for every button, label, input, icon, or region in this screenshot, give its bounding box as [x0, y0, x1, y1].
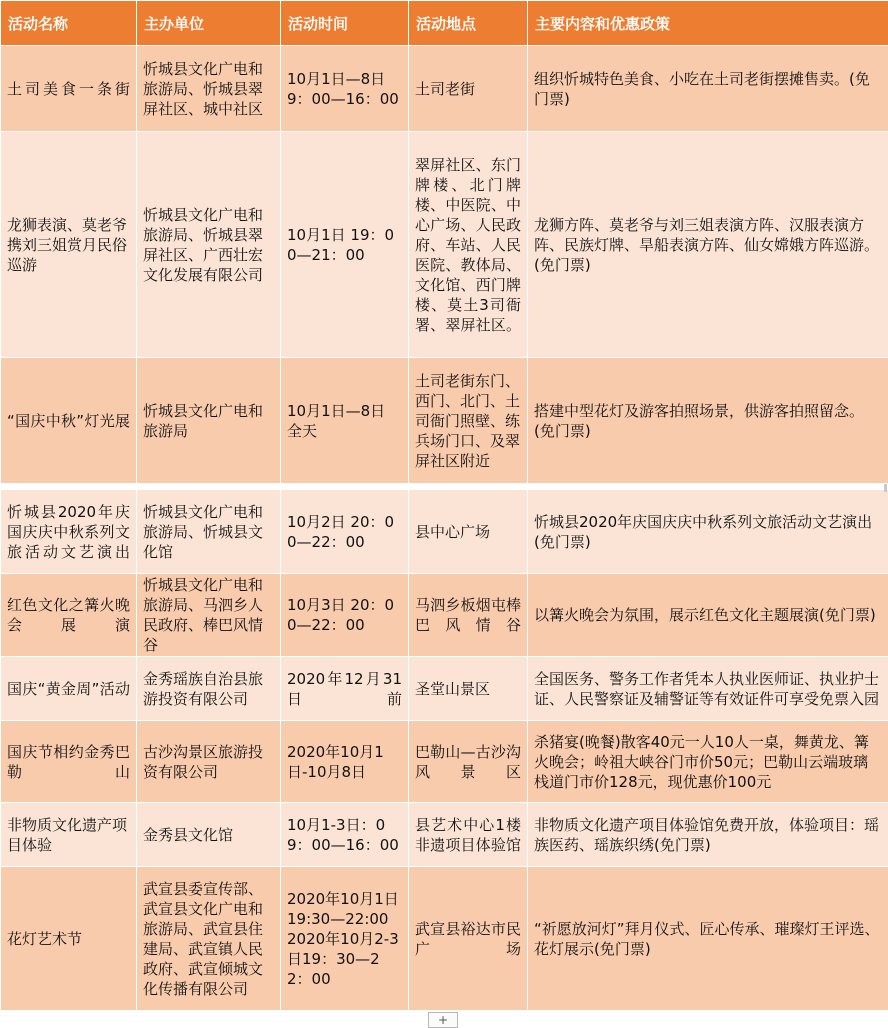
cell-organizer[interactable]: 武宣县委宣传部、武宣县文化广电和旅游局、武宣县住建局、武宣镇人民政府、武宣倾城文化传播有限公司: [137, 867, 281, 1011]
cell-time[interactable]: 10月1-3日：09：00—16：00: [281, 803, 409, 867]
cell-time-line2: 2020年10月2-3日19：30—22：00: [287, 929, 399, 988]
cell-place[interactable]: 马泗乡板烟屯棒巴风情谷: [409, 574, 528, 657]
scrollbar-thumb[interactable]: [884, 484, 887, 492]
header-organizer[interactable]: 主办单位: [137, 1, 281, 46]
table-row: [1, 867, 888, 1011]
cell-organizer[interactable]: 忻城县文化广电和旅游局: [137, 358, 281, 484]
cell-place[interactable]: 翠屏社区、东门牌楼、北门牌楼、中医院、中心广场、人民政府、车站、人民医院、教体局、文化馆、西门牌楼、莫土3司衙署、翠屏社区。: [409, 132, 528, 358]
cell-organizer[interactable]: 古沙沟景区旅游投资有限公司: [137, 721, 281, 803]
cell-name[interactable]: 忻城县2020年庆国庆庆中秋系列文旅活动文艺演出: [1, 490, 137, 574]
cell-time-line1: 2020年10月1日19:30—22:00: [287, 889, 399, 928]
cell-organizer[interactable]: 忻城县文化广电和旅游局、忻城县文化馆: [137, 490, 281, 574]
cell-content[interactable]: 组织忻城特色美食、小吃在土司老街摆摊售卖。(免门票): [528, 46, 888, 132]
table-row: [1, 574, 888, 657]
cell-name[interactable]: 国庆“黄金周”活动: [1, 657, 137, 721]
header-name[interactable]: 活动名称: [1, 1, 137, 46]
cell-place[interactable]: 县中心广场: [409, 490, 528, 574]
table-row: [1, 46, 888, 132]
cell-content[interactable]: “祈愿放河灯”拜月仪式、匠心传承、璀璨灯王评选、花灯展示(免门票): [528, 867, 888, 1011]
cell-place[interactable]: 武宣县裕达市民广场: [409, 867, 528, 1011]
table-row: [1, 721, 888, 803]
cell-place[interactable]: 土司老街: [409, 46, 528, 132]
cell-time[interactable]: 2020年12月31日前: [281, 657, 409, 721]
cell-place[interactable]: 巴勒山—古沙沟风景区: [409, 721, 528, 803]
cell-time[interactable]: [281, 867, 409, 1011]
cell-name[interactable]: 龙狮表演、莫老爷携刘三姐赏月民俗巡游: [1, 132, 137, 358]
cell-content[interactable]: 以篝火晚会为氛围，展示红色文化主题展演(免门票): [528, 574, 888, 657]
cell-content[interactable]: 非物质文化遗产项目体验馆免费开放，体验项目：瑶族医药、瑶族织绣(免门票): [528, 803, 888, 867]
header-row: [1, 1, 888, 46]
table-row: [1, 132, 888, 358]
cell-organizer[interactable]: 忻城县文化广电和旅游局、忻城县翠屏社区、广西壮宏文化发展有限公司: [137, 132, 281, 358]
cell-name[interactable]: 国庆节相约金秀巴勒山: [1, 721, 137, 803]
cell-name[interactable]: 红色文化之篝火晚会展演: [1, 574, 137, 657]
header-content[interactable]: 主要内容和优惠政策: [528, 1, 888, 46]
cell-content[interactable]: 搭建中型花灯及游客拍照场景，供游客拍照留念。(免门票): [528, 358, 888, 484]
table-row: [1, 803, 888, 867]
cell-organizer[interactable]: 忻城县文化广电和旅游局、忻城县翠屏社区、城中社区: [137, 46, 281, 132]
cell-place[interactable]: 县艺术中心1楼非遗项目体验馆: [409, 803, 528, 867]
cell-time[interactable]: 10月3日 20：00—22：00: [281, 574, 409, 657]
table-row: [1, 358, 888, 484]
cell-time[interactable]: 10月1日 19：00—21：00: [281, 132, 409, 358]
cell-name[interactable]: “国庆中秋”灯光展: [1, 358, 137, 484]
cell-name[interactable]: 土司美食一条街: [1, 46, 137, 132]
cell-time[interactable]: 10月1日—8日 9：00—16：00: [281, 46, 409, 132]
cell-organizer[interactable]: 金秀瑶族自治县旅游投资有限公司: [137, 657, 281, 721]
cell-organizer[interactable]: 金秀县文化馆: [137, 803, 281, 867]
table-row: [1, 657, 888, 721]
cell-time[interactable]: 2020年10月1日-10月8日: [281, 721, 409, 803]
cell-content[interactable]: 杀猪宴(晚餐)散客40元一人10人一桌，舞黄龙、篝火晚会；岭祖大峡谷门市价50元；巴勒山云端玻璃栈道门市价128元，现优惠价100元: [528, 721, 888, 803]
add-sheet-button[interactable]: +: [428, 1012, 458, 1028]
header-time[interactable]: 活动时间: [281, 1, 409, 46]
cell-time[interactable]: 10月2日 20：00—22：00: [281, 490, 409, 574]
cell-name[interactable]: 非物质文化遗产项目体验: [1, 803, 137, 867]
cell-place[interactable]: 圣堂山景区: [409, 657, 528, 721]
cell-organizer[interactable]: 忻城县文化广电和旅游局、马泗乡人民政府、棒巴风情谷: [137, 574, 281, 657]
cell-place[interactable]: 土司老街东门、西门、北门、土司衙门照壁、练兵场门口、及翠屏社区附近: [409, 358, 528, 484]
cell-content[interactable]: 全国医务、警务工作者凭本人执业医师证、执业护士证、人民警察证及辅警证等有效证件可享受免票入园: [528, 657, 888, 721]
table-row: [1, 490, 888, 574]
cell-name[interactable]: 花灯艺术节: [1, 867, 137, 1011]
cell-time[interactable]: 10月1日—8日 全天: [281, 358, 409, 484]
header-place[interactable]: 活动地点: [409, 1, 528, 46]
cell-content[interactable]: 龙狮方阵、莫老爷与刘三姐表演方阵、汉服表演方阵、民族灯牌、旱船表演方阵、仙女嫦娥方阵巡游。(免门票): [528, 132, 888, 358]
cell-content[interactable]: 忻城县2020年庆国庆庆中秋系列文旅活动文艺演出(免门票): [528, 490, 888, 574]
